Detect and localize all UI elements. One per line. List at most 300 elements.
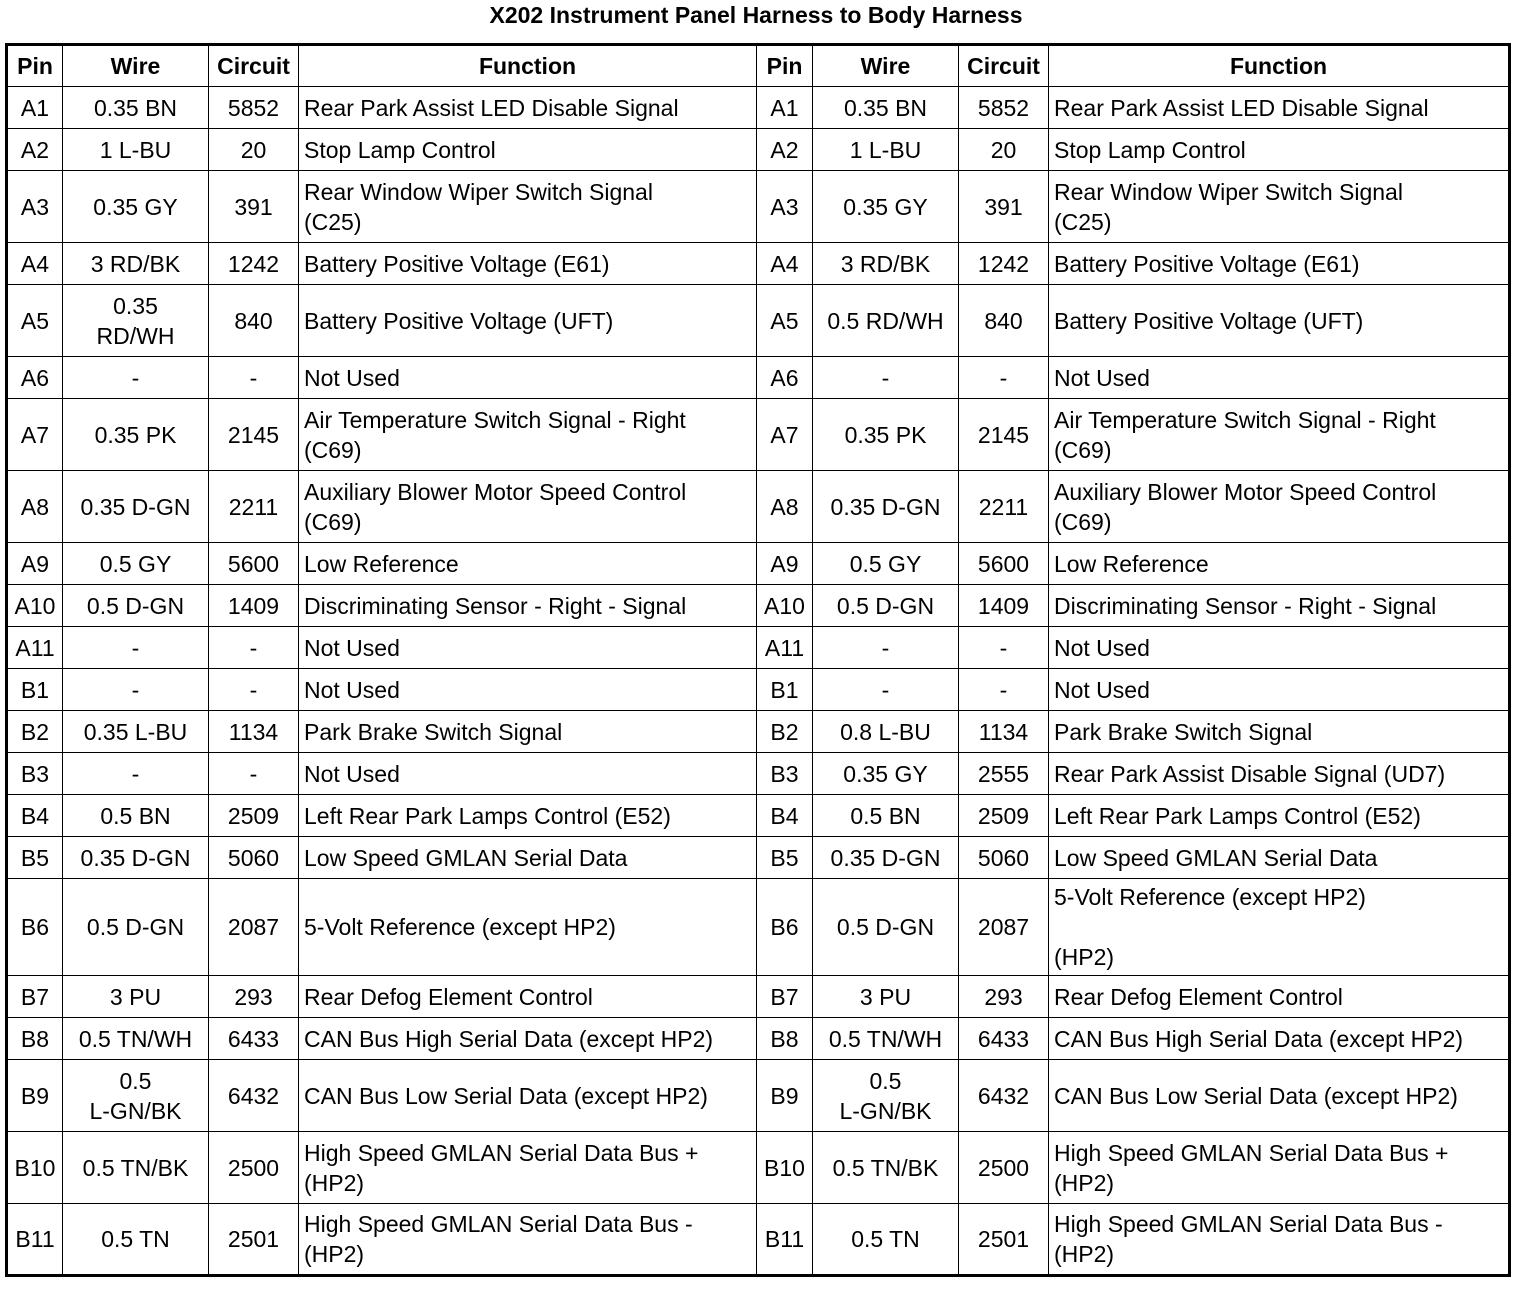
wire-text: 0.35 D-GN	[80, 493, 191, 520]
pin-cell: A2	[757, 129, 813, 171]
wire-cell	[813, 711, 959, 753]
wire-cell	[813, 171, 959, 243]
table-row	[7, 585, 1510, 627]
circuit-cell: -	[209, 357, 299, 399]
circuit-cell: 20	[209, 129, 299, 171]
function-cell	[299, 399, 757, 471]
wire-cell	[813, 1060, 959, 1132]
wire-cell	[63, 357, 209, 399]
pin-cell: A4	[7, 243, 63, 285]
wire-cell	[813, 1204, 959, 1276]
function-text: High Speed GMLAN Serial Data Bus +	[1054, 1139, 1449, 1166]
function-text: Not Used	[1054, 364, 1150, 391]
table-row	[7, 627, 1510, 669]
function-text: Discriminating Sensor - Right - Signal	[1054, 592, 1437, 619]
circuit-cell: 2509	[959, 795, 1049, 837]
wire-cell	[63, 711, 209, 753]
wire-text: 0.5	[119, 1067, 152, 1094]
function-text: Low Speed GMLAN Serial Data	[304, 844, 628, 871]
circuit-cell: 840	[959, 285, 1049, 357]
function-text: Park Brake Switch Signal	[304, 718, 563, 745]
function-cell	[1049, 1132, 1510, 1204]
circuit-cell: 391	[959, 171, 1049, 243]
wire-text: 0.5 D-GN	[86, 592, 185, 619]
function-text: Not Used	[1054, 676, 1150, 703]
circuit-cell: -	[209, 669, 299, 711]
function-text: Left Rear Park Lamps Control (E52)	[1054, 802, 1421, 829]
function-cell	[1049, 285, 1510, 357]
wire-text: 0.5 D-GN	[836, 592, 935, 619]
function-cell	[299, 357, 757, 399]
pin-cell: A3	[7, 171, 63, 243]
function-cell	[1049, 711, 1510, 753]
function-text: Rear Defog Element Control	[1054, 983, 1343, 1010]
circuit-cell: 293	[209, 976, 299, 1018]
circuit-cell: 1134	[209, 711, 299, 753]
wire-text: 0.35 D-GN	[830, 844, 941, 871]
wire-cell	[63, 753, 209, 795]
function-text: Air Temperature Switch Signal - Right	[304, 406, 686, 433]
wire-text: 0.5 TN/WH	[78, 1025, 193, 1052]
wire-cell	[63, 585, 209, 627]
pin-cell: A3	[757, 171, 813, 243]
circuit-cell: -	[209, 627, 299, 669]
wire-cell	[63, 399, 209, 471]
function-cell	[1049, 1204, 1510, 1276]
pin-cell: B6	[7, 879, 63, 976]
wire-text: 3 PU	[109, 983, 162, 1010]
function-text: Low Reference	[1054, 550, 1209, 577]
function-text: 5-Volt Reference (except HP2)	[1054, 884, 1366, 910]
pin-cell: A11	[7, 627, 63, 669]
function-cell	[1049, 129, 1510, 171]
wire-cell	[813, 357, 959, 399]
header-circuit: Circuit	[959, 45, 1049, 87]
pin-cell: B7	[757, 976, 813, 1018]
pin-cell: B9	[757, 1060, 813, 1132]
wire-cell	[63, 87, 209, 129]
function-text: CAN Bus Low Serial Data (except HP2)	[1054, 1082, 1458, 1109]
pin-cell: A2	[7, 129, 63, 171]
wire-text: 0.35	[113, 292, 158, 319]
circuit-cell: 20	[959, 129, 1049, 171]
circuit-cell: 6433	[209, 1018, 299, 1060]
table-body	[7, 87, 1510, 1276]
wire-cell	[63, 285, 209, 357]
circuit-cell: 1242	[959, 243, 1049, 285]
wire-text: 0.5 TN	[101, 1226, 170, 1252]
wire-text: 0.35 BN	[93, 94, 178, 121]
circuit-cell: 293	[959, 976, 1049, 1018]
function-cell	[1049, 87, 1510, 129]
wire-cell	[63, 837, 209, 879]
pin-cell: A11	[757, 627, 813, 669]
function-text: (HP2)	[304, 1169, 365, 1196]
wire-cell	[813, 471, 959, 543]
function-text: Rear Window Wiper Switch Signal	[304, 178, 653, 205]
wire-text: -	[131, 676, 140, 703]
table-row	[7, 669, 1510, 711]
wire-text: 0.35 BN	[843, 94, 928, 121]
pin-cell: A5	[757, 285, 813, 357]
wire-text: 0.5 GY	[99, 550, 172, 577]
function-text: High Speed GMLAN Serial Data Bus +	[304, 1139, 699, 1166]
function-cell	[1049, 543, 1510, 585]
wire-text: -	[881, 364, 890, 391]
function-text: High Speed GMLAN Serial Data Bus -	[1054, 1211, 1443, 1237]
wire-cell	[63, 543, 209, 585]
table-row	[7, 837, 1510, 879]
pin-cell: B2	[7, 711, 63, 753]
wire-cell	[813, 627, 959, 669]
function-cell	[1049, 837, 1510, 879]
function-cell	[1049, 1018, 1510, 1060]
function-cell	[299, 669, 757, 711]
table-row	[7, 471, 1510, 543]
header-function: Function	[299, 45, 757, 87]
function-cell	[1049, 669, 1510, 711]
circuit-cell: 2501	[209, 1204, 299, 1276]
function-text: CAN Bus Low Serial Data (except HP2)	[304, 1082, 708, 1109]
circuit-cell: -	[959, 357, 1049, 399]
function-cell	[1049, 171, 1510, 243]
table-row	[7, 243, 1510, 285]
function-text: Rear Park Assist LED Disable Signal	[304, 94, 679, 121]
wire-cell	[63, 795, 209, 837]
wire-text: 0.35 GY	[93, 193, 178, 220]
function-text: (C69)	[1054, 508, 1112, 535]
wire-text: RD/WH	[96, 322, 175, 349]
circuit-cell: 2145	[209, 399, 299, 471]
pin-cell: B4	[7, 795, 63, 837]
function-text: Auxiliary Blower Motor Speed Control	[304, 478, 687, 505]
circuit-cell: 2087	[959, 879, 1049, 976]
wire-text: 0.35 PK	[844, 421, 927, 448]
header-wire: Wire	[63, 45, 209, 87]
wire-cell	[63, 471, 209, 543]
function-cell	[299, 243, 757, 285]
function-cell	[1049, 976, 1510, 1018]
header-function: Function	[1049, 45, 1510, 87]
wire-text: 0.5 TN	[851, 1226, 920, 1252]
circuit-cell: 2555	[959, 753, 1049, 795]
pin-cell: A10	[7, 585, 63, 627]
function-text: Rear Park Assist Disable Signal (UD7)	[1054, 760, 1446, 787]
wire-cell	[813, 1132, 959, 1204]
wire-text: 0.5 TN/WH	[828, 1025, 943, 1052]
table-row	[7, 171, 1510, 243]
circuit-cell: 1409	[209, 585, 299, 627]
wire-cell	[813, 976, 959, 1018]
wire-text: 1 L-BU	[849, 136, 922, 163]
function-cell	[1049, 243, 1510, 285]
wire-cell	[813, 1018, 959, 1060]
circuit-cell: 5060	[959, 837, 1049, 879]
pin-cell: B11	[7, 1204, 63, 1276]
pin-cell: B1	[7, 669, 63, 711]
pin-cell: A1	[757, 87, 813, 129]
pin-cell: B9	[7, 1060, 63, 1132]
circuit-cell: 1134	[959, 711, 1049, 753]
circuit-cell: -	[959, 669, 1049, 711]
pin-cell: A8	[757, 471, 813, 543]
function-text: Not Used	[304, 760, 400, 787]
function-text: Not Used	[304, 634, 400, 661]
function-cell	[299, 1204, 757, 1276]
wire-text: L-GN/BK	[89, 1097, 182, 1124]
table-row	[7, 879, 1510, 976]
function-cell	[1049, 795, 1510, 837]
table-row	[7, 285, 1510, 357]
pin-cell: B2	[757, 711, 813, 753]
pin-cell: A6	[7, 357, 63, 399]
wire-text: 0.35 GY	[843, 760, 928, 787]
function-cell	[1049, 399, 1510, 471]
pin-cell: A9	[757, 543, 813, 585]
circuit-cell: 2509	[209, 795, 299, 837]
function-cell	[1049, 357, 1510, 399]
function-text: (HP2)	[1054, 1241, 1115, 1267]
function-text: Rear Window Wiper Switch Signal	[1054, 178, 1403, 205]
circuit-cell: 840	[209, 285, 299, 357]
wire-cell	[63, 669, 209, 711]
pin-cell: B5	[757, 837, 813, 879]
wire-text: 3 RD/BK	[840, 250, 931, 277]
function-cell	[299, 129, 757, 171]
pin-cell: B11	[757, 1204, 813, 1276]
function-cell	[299, 285, 757, 357]
wire-cell	[813, 585, 959, 627]
table-row	[7, 1132, 1510, 1204]
wire-text: L-GN/BK	[839, 1097, 932, 1124]
function-text: Discriminating Sensor - Right - Signal	[304, 592, 687, 619]
function-text: (C25)	[304, 208, 362, 235]
circuit-cell: 2087	[209, 879, 299, 976]
table-row	[7, 543, 1510, 585]
wire-text: 3 RD/BK	[90, 250, 181, 277]
wire-cell	[813, 87, 959, 129]
function-cell	[299, 585, 757, 627]
circuit-cell: 1409	[959, 585, 1049, 627]
wire-text: 0.5 TN/BK	[82, 1154, 189, 1181]
function-cell	[1049, 1060, 1510, 1132]
table-row	[7, 129, 1510, 171]
page-title: X202 Instrument Panel Harness to Body Harness	[489, 2, 1023, 28]
function-text: Not Used	[304, 364, 400, 391]
function-text: 5-Volt Reference (except HP2)	[304, 914, 616, 940]
circuit-cell: -	[959, 627, 1049, 669]
circuit-cell: 2145	[959, 399, 1049, 471]
function-text: Battery Positive Voltage (E61)	[304, 250, 610, 277]
function-text: (HP2)	[1054, 944, 1115, 970]
pin-cell: B6	[757, 879, 813, 976]
pin-cell: B10	[757, 1132, 813, 1204]
circuit-cell: 5060	[209, 837, 299, 879]
function-text: (HP2)	[1054, 1169, 1115, 1196]
wire-cell	[813, 753, 959, 795]
function-text: (C25)	[1054, 208, 1112, 235]
function-cell	[1049, 627, 1510, 669]
wire-cell	[63, 1060, 209, 1132]
function-cell	[299, 87, 757, 129]
function-text: CAN Bus High Serial Data (except HP2)	[304, 1025, 714, 1052]
table-row	[7, 753, 1510, 795]
pin-cell: A6	[757, 357, 813, 399]
pin-cell: A5	[7, 285, 63, 357]
function-cell	[299, 1132, 757, 1204]
wire-cell	[63, 627, 209, 669]
circuit-cell: 1242	[209, 243, 299, 285]
pinout-table	[5, 43, 1511, 1277]
wire-cell	[63, 171, 209, 243]
table-row	[7, 1018, 1510, 1060]
wire-cell	[813, 879, 959, 976]
pin-cell: A10	[757, 585, 813, 627]
wire-text: -	[131, 760, 140, 787]
wire-text: -	[131, 364, 140, 391]
pin-cell: B4	[757, 795, 813, 837]
function-cell	[299, 471, 757, 543]
wire-text: 0.5 TN/BK	[832, 1154, 939, 1181]
wire-cell	[63, 1204, 209, 1276]
wire-cell	[813, 129, 959, 171]
circuit-cell: 2500	[959, 1132, 1049, 1204]
wire-text: 1 L-BU	[99, 136, 172, 163]
pin-cell: B10	[7, 1132, 63, 1204]
function-text: (C69)	[1054, 436, 1112, 463]
pin-cell: B8	[7, 1018, 63, 1060]
function-text: Battery Positive Voltage (UFT)	[1054, 307, 1364, 334]
function-cell	[299, 711, 757, 753]
wire-text: 0.5 BN	[850, 802, 921, 829]
function-text: High Speed GMLAN Serial Data Bus -	[304, 1211, 693, 1237]
function-text: Park Brake Switch Signal	[1054, 718, 1313, 745]
wire-text: 0.8 L-BU	[840, 718, 931, 745]
pin-cell: A8	[7, 471, 63, 543]
function-text: Stop Lamp Control	[304, 136, 496, 163]
wire-cell	[813, 543, 959, 585]
function-text: Not Used	[1054, 634, 1150, 661]
function-text: (C69)	[304, 508, 362, 535]
function-cell	[299, 795, 757, 837]
wire-cell	[63, 879, 209, 976]
circuit-cell: 2500	[209, 1132, 299, 1204]
wire-cell	[813, 669, 959, 711]
function-text: Auxiliary Blower Motor Speed Control	[1054, 478, 1437, 505]
table-row	[7, 795, 1510, 837]
function-text: (HP2)	[304, 1241, 365, 1267]
function-cell	[299, 837, 757, 879]
function-text: Not Used	[304, 676, 400, 703]
wire-text: 0.5 GY	[849, 550, 922, 577]
function-cell	[299, 1018, 757, 1060]
function-text: Rear Defog Element Control	[304, 983, 593, 1010]
circuit-cell: -	[209, 753, 299, 795]
wire-text: 0.5 D-GN	[86, 914, 185, 940]
header-wire: Wire	[813, 45, 959, 87]
header-row	[7, 45, 1510, 87]
wire-text: -	[881, 676, 890, 703]
table-row	[7, 357, 1510, 399]
circuit-cell: 391	[209, 171, 299, 243]
circuit-cell: 6433	[959, 1018, 1049, 1060]
pin-cell: B3	[7, 753, 63, 795]
function-text: Battery Positive Voltage (UFT)	[304, 307, 614, 334]
circuit-cell: 6432	[959, 1060, 1049, 1132]
circuit-cell: 2211	[959, 471, 1049, 543]
function-cell	[1049, 471, 1510, 543]
pin-cell: A9	[7, 543, 63, 585]
table-row	[7, 1204, 1510, 1276]
function-text: (C69)	[304, 436, 362, 463]
pin-cell: B5	[7, 837, 63, 879]
circuit-cell: 5852	[209, 87, 299, 129]
function-text: Low Speed GMLAN Serial Data	[1054, 844, 1378, 871]
pin-cell: A7	[757, 399, 813, 471]
wire-cell	[63, 243, 209, 285]
circuit-cell: 5600	[959, 543, 1049, 585]
function-cell	[299, 1060, 757, 1132]
function-text: Air Temperature Switch Signal - Right	[1054, 406, 1436, 433]
function-cell	[299, 753, 757, 795]
pin-cell: B7	[7, 976, 63, 1018]
circuit-cell: 6432	[209, 1060, 299, 1132]
function-cell	[299, 627, 757, 669]
wire-cell	[813, 795, 959, 837]
circuit-cell: 5600	[209, 543, 299, 585]
table-row	[7, 399, 1510, 471]
wire-cell	[63, 1018, 209, 1060]
pin-cell: A4	[757, 243, 813, 285]
pin-cell: B8	[757, 1018, 813, 1060]
wire-text: 0.5 RD/WH	[827, 307, 944, 334]
function-cell	[299, 879, 757, 976]
function-text: Stop Lamp Control	[1054, 136, 1246, 163]
pin-cell: A1	[7, 87, 63, 129]
wire-text: 0.5 BN	[100, 802, 171, 829]
header-pin: Pin	[757, 45, 813, 87]
wire-text: 0.35 PK	[94, 421, 177, 448]
circuit-cell: 2501	[959, 1204, 1049, 1276]
table-row	[7, 1060, 1510, 1132]
function-cell	[1049, 585, 1510, 627]
wire-text: 0.35 L-BU	[83, 718, 188, 745]
function-text: Left Rear Park Lamps Control (E52)	[304, 802, 671, 829]
wire-text: 0.5	[869, 1067, 902, 1094]
wire-text: 0.5 D-GN	[836, 914, 935, 940]
function-cell	[1049, 753, 1510, 795]
wire-text: 3 PU	[859, 983, 912, 1010]
circuit-cell: 5852	[959, 87, 1049, 129]
wire-text: 0.35 GY	[843, 193, 928, 220]
function-text: Battery Positive Voltage (E61)	[1054, 250, 1360, 277]
wire-text: -	[881, 634, 890, 661]
table-row	[7, 976, 1510, 1018]
table-row	[7, 711, 1510, 753]
wire-cell	[813, 285, 959, 357]
function-text: Rear Park Assist LED Disable Signal	[1054, 94, 1429, 121]
pin-cell: A7	[7, 399, 63, 471]
circuit-cell: 2211	[209, 471, 299, 543]
wire-cell	[63, 976, 209, 1018]
header-pin: Pin	[7, 45, 63, 87]
function-cell	[299, 171, 757, 243]
function-cell	[1049, 879, 1510, 976]
wire-cell	[813, 243, 959, 285]
wire-cell	[813, 399, 959, 471]
wire-cell	[63, 129, 209, 171]
header-circuit: Circuit	[209, 45, 299, 87]
